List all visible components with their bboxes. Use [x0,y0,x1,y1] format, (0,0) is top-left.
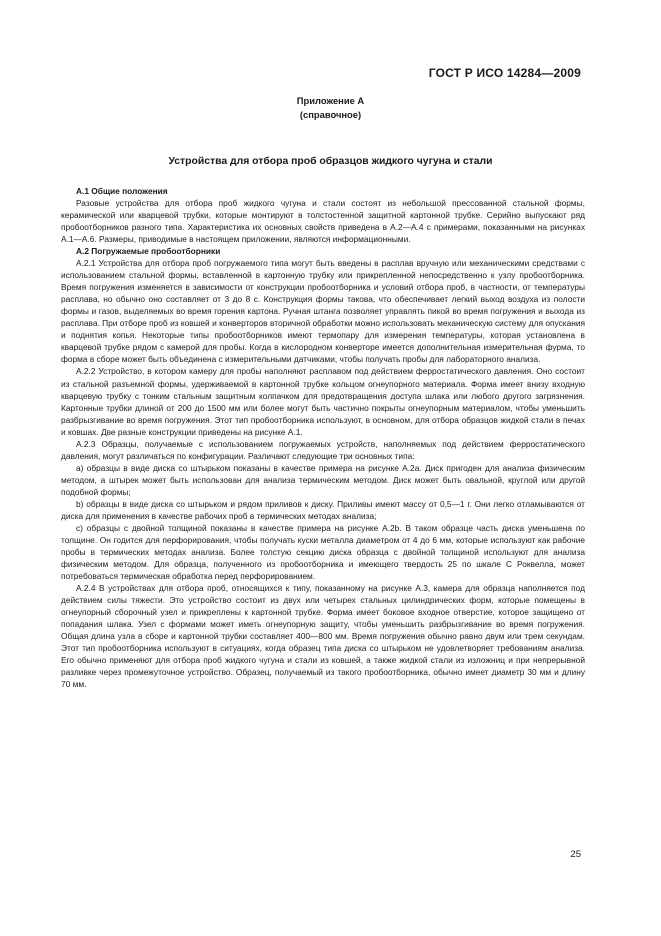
document-body [61,185,585,690]
annex-subtitle: (справочное) [299,109,362,120]
section-heading-a2: А.2 Погружаемые пробоотборники [76,246,221,257]
paragraph-a2-3: А.2.3 Образцы, получаемые с использованием погружаемых устройств, наполняемых под действием ферростатического давления, могут различаться по конфигурации. Различают следующие три основных типа: [61,438,585,461]
list-item-a: a) образцы в виде диска со штырьком показаны в качестве примера на рисунке А.2а. Диск пригоден для анализа физическим методом, а штырек может быть использован для анализа термическим методом. Диск может быть овальной, круглой или другой подобной формы; [61,462,585,497]
page-title: Устройства для отбора проб образцов жидкого чугуна и стали [168,156,493,167]
list-item-b: b) образцы в виде диска со штырьком и рядом приливов к диску. Приливы имеют массу от 0,5—1 г. Они легко отламываются от диска для применения в качестве рабочих проб в термических методах анализа; [61,498,585,521]
paragraph-a2-2: А.2.2 Устройство, в котором камеру для пробы наполняют расплавом под действием ферростатического давления. Оно состоит из стальной разъемной формы, удерживаемой в картонной трубке кольцом огнеупорного материала. Форма имеет внизу входную кварцевую трубку с тонким стальным защитным колпачком для предотвращения доступа шлака или любого другого загрязнения. Картонные трубки длиной от 200 до 1500 мм или более могут быть частично покрыты огнеупорным материалом, чтобы уменьшить разбрызгивание во время погружения. Этот тип пробоотборника используют, в основном, для отбора образцов жидкой стали в печах и ковшах. Две разные конструкции приведены на рисунке А.1. [61,366,585,437]
paragraph-a2-4: А.2.4 В устройствах для отбора проб, относящихся к типу, показанному на рисунке А.3, камера для образца наполняется под действием силы тяжести. Это устройство состоит из двух или четырех стальных цилиндрических форм, которые помещены в огнеупорный сборочный узел и прикреплены к картонной трубке. Форма имеет боковое входное отверстие, которое защищено от попадания шлака. Узел с формами может иметь огнеупорную защиту, чтобы уменьшить разбрызгивание во время погружения. Общая длина узла в сборе и картонной трубки составляет 400—800 мм. Время погружения обычно равно двум или трем секундам. Этот тип пробоотборника используют в ситуациях, когда образец типа диска со штырьком не удовлетворяет требованиям анализа. Его обычно применяют для отбора проб жидкого чугуна и стали из ковшей, а также жидкой стали из изложниц и при непрерывной разливке через промежуточное устройство. Образец, получаемый из такого пробоотборника, обычно имеет диаметр 30 мм и длину 70 мм. [61,583,585,690]
annex-title: Приложение А [296,95,365,106]
page-number: 25 [570,849,581,860]
section-heading-a1: А.1 Общие положения [76,186,168,196]
paragraph-a1: Разовые устройства для отбора проб жидкого чугуна и стали состоят из небольшой прессованной стальной формы, керамической или кварцевой трубки, которые монтируют в толстостенной защитной картонной трубке. Серийно выпускают ряд пробоотборников разного типа. Характеристика их основных свойств приведена в А.2—А.4 с примерами, показанными на рисунках А.1—А.6. Размеры, приводимые в настоящем приложении, являются информационными. [61,198,585,245]
standard-designation: ГОСТ Р ИСО 14284—2009 [428,66,581,80]
paragraph-a2-1: А.2.1 Устройства для отбора проб погружаемого типа могут быть введены в расплав вручную или механическими средствами с использованием стальной формы, вставленной в картонную трубку или прикрепленной непосредственно к узлу пробоотборника. Время погружения изменяется в зависимости от конструкции пробоотборника и условий отбора проб, в частности, от температуры расплава, но обычно оно составляет от 3 до 8 с. Конструкция формы такова, что обеспечивает легкий выход воздуха из полости формы и газов, выделяемых во время горения картона. Ручная штанга позволяет управлять пикой во время погружения и выхода из расплава. При отборе проб из ковшей и конверторов вторичной обработки можно использовать механическую систему для опускания и поднятия копья. Некоторые типы пробоотборников имеют термопару для измерения температуры, которая установлена в кварцевой трубке рядом с камерой для пробы. Когда в кислородном конверторе имеется дополнительная измерительная фурма, то форма в сборе может быть объединена с измерительными датчиками, чтобы получать пробы для лабораторного анализа. [61,258,585,365]
list-item-c: c) образцы с двойной толщиной показаны в качестве примера на рисунке А.2b. В таком образце часть диска уменьшена по толщине. Он годится для перфорирования, чтобы получать куски металла диаметром от 4 до 6 мм, которые используют как рабочие пробы в термических методах анализа. Более толстую секцию диска образца с двойной толщиной используют для анализа физическим методом. Для образца, полученного из пробоотборника и имеющего твердость 25 по шкале С Роквелла, может потребоваться термическая обработка перед перфорированием. [61,522,585,581]
